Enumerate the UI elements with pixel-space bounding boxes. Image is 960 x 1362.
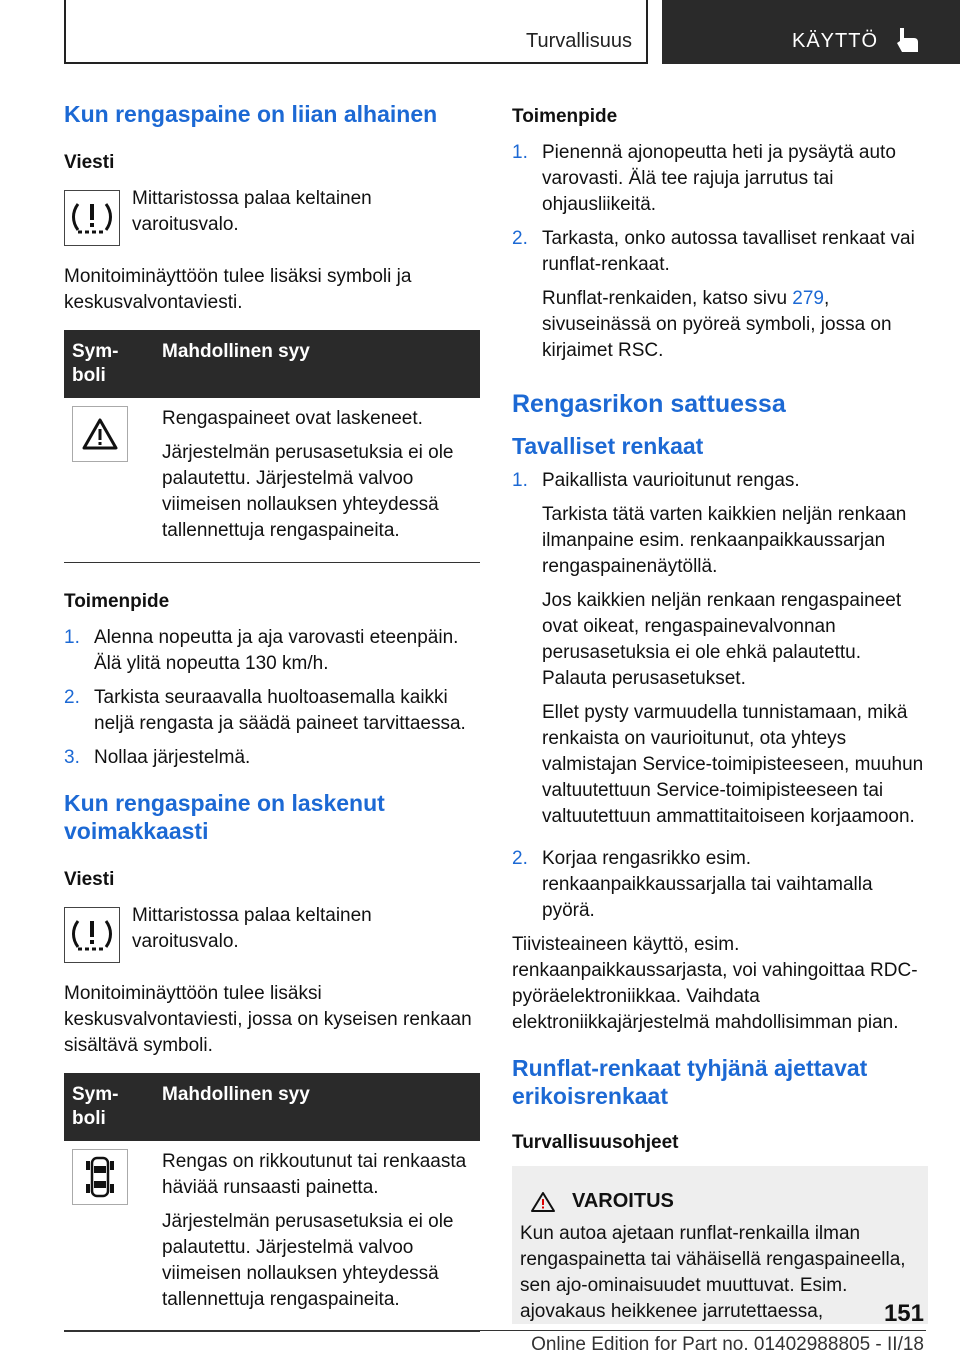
warning-header: [530, 1190, 920, 1213]
message-label: Viesti: [64, 869, 115, 890]
step-detail: Tarkista tätä varten kaikkien neljän renkaan ilmanpaine esim. renkaanpaikkaussarjan rengaspainenäytöllä.: [542, 504, 907, 577]
step-number: 1.: [512, 142, 528, 163]
step-text: Tarkasta, onko autossa tavalliset renkaat vai runflat-renkaat.: [542, 228, 915, 275]
step-number: 1.: [512, 470, 528, 491]
table-cell-cause: [154, 398, 480, 563]
list-item: [512, 468, 928, 838]
footer-divider: [64, 1330, 926, 1331]
right-column: [512, 104, 928, 1324]
message-row: [64, 903, 480, 963]
sealant-note: Tiivisteaineen käyttö, esim. renkaanpaikkaussarjasta, voi vahingoittaa RDC-pyöräelektroniikkaa. Vaihdata elektroniikkajärjestelmä mahdollisimman pian.: [512, 934, 918, 1033]
list-item: [64, 745, 480, 771]
step-detail: Ellet pysty varmuudella tunnistamaan, mikä renkaista on vaurioitunut, ota yhteys valmistajan Service-toimipisteeseen, muuhun valtuutettuun Service-toimipisteeseen tai valtuutettuun ammattitaitoiseen korjaamoon.: [542, 702, 924, 827]
tire-pressure-warning-icon: [64, 907, 120, 963]
runflat-note-post: , sivuseinässä on pyöreä symboli, jossa on kirjaimet RSC.: [542, 288, 892, 361]
runflat-note: [542, 286, 928, 364]
message-note: Monitoiminäyttöön tulee lisäksi symboli ja keskusvalvontaviesti.: [64, 266, 412, 313]
section-title-runflat: Runflat-renkaat tyhjänä ajettavat erikoisrenkaat: [512, 1055, 868, 1109]
left-column: [64, 100, 480, 1332]
message-text: Mittaristossa palaa keltainen varoitusvalo.: [132, 905, 372, 952]
warning-triangle-icon: [530, 1191, 556, 1213]
message-label: Viesti: [64, 152, 115, 173]
table-header-cause: Mahdollinen syy: [154, 1073, 480, 1141]
step-number: 2.: [64, 687, 80, 708]
symbol-table-1: [64, 330, 480, 563]
table-row: [64, 398, 480, 563]
step-number: 2.: [512, 848, 528, 869]
header-section-title: Turvallisuus: [526, 30, 632, 52]
tire-pressure-warning-icon: [64, 190, 120, 246]
list-item: [512, 140, 928, 218]
step-text: Alenna nopeutta ja aja varovasti eteenpäin. Älä ylitä nopeutta 130 km/h.: [94, 627, 459, 674]
edition-text: Online Edition for Part no. 01402988805 - II/18: [531, 1334, 924, 1355]
action-label: Toimenpide: [64, 591, 170, 612]
step-text: Paikallista vaurioitunut rengas.: [542, 470, 800, 491]
warning-text: Kun autoa ajetaan runflat-renkailla ilman rengaspainetta tai vähäisellä rengaspaineella, sen ajo-ominaisuudet muuttuvat. Esim. ajovakaus heikkenee jarrutettaessa,: [520, 1223, 906, 1322]
step-text: Pienennä ajonopeutta heti ja pysäytä auto varovasti. Älä tee rajuja jarrutus tai ohjausliikeitä.: [542, 142, 896, 215]
cause-text-2: Järjestelmän perusasetuksia ei ole palautettu. Järjestelmä valvoo viimeisen nollauksen yhteydessä tallennettuja rengaspaineita.: [162, 442, 454, 541]
page-number: 151: [883, 1300, 924, 1327]
warning-box: [512, 1166, 928, 1324]
table-header-row: [64, 330, 480, 398]
step-number: 1.: [64, 627, 80, 648]
step-text: Tarkista seuraavalla huoltoasemalla kaikki neljä rengasta ja säädä paineet tarvittaessa.: [94, 687, 466, 734]
table-row: [64, 1141, 480, 1332]
cause-text-2: Järjestelmän perusasetuksia ei ole palautettu. Järjestelmä valvoo viimeisen nollauksen yhteydessä tallennettuja rengaspaineita.: [162, 1211, 454, 1310]
message-note: Monitoiminäyttöön tulee lisäksi keskusvalvontaviesti, jossa on kyseisen renkaan sisältävä symboli.: [64, 983, 472, 1056]
cause-text-1: Rengaspaineet ovat laskeneet.: [162, 408, 423, 429]
table-header-symbol: Sym-boli: [64, 1073, 154, 1141]
step-number: 3.: [64, 747, 80, 768]
section-title-strong-drop: Kun rengaspaine on laskenut voimakkaasti: [64, 790, 385, 844]
message-row: [64, 186, 480, 246]
page-reference-link[interactable]: 279: [792, 288, 824, 309]
step-number: 2.: [512, 228, 528, 249]
action-steps-right: [512, 140, 928, 372]
runflat-note-pre: Runflat-renkaiden, katso sivu: [542, 288, 788, 309]
action-steps-1: [64, 625, 480, 771]
subsection-title-normal-tires: Tavalliset renkaat: [512, 433, 704, 459]
table-header-row: [64, 1073, 480, 1141]
table-cell-cause: [154, 1141, 480, 1332]
hand-pointer-icon: [894, 26, 920, 54]
warning-triangle-icon: [72, 406, 128, 462]
header-chapter-box: [662, 0, 960, 64]
list-item: [512, 226, 928, 372]
step-text: Nollaa järjestelmä.: [94, 747, 251, 768]
safety-label: Turvallisuusohjeet: [512, 1132, 679, 1153]
car-tire-icon: [72, 1149, 128, 1205]
warning-title: VAROITUS: [572, 1190, 674, 1212]
step-body: [542, 468, 928, 838]
symbol-table-2: [64, 1073, 480, 1332]
action-label: Toimenpide: [512, 106, 618, 127]
table-header-cause: Mahdollinen syy: [154, 330, 480, 398]
table-cell-symbol: [64, 398, 154, 563]
list-item: [64, 685, 480, 737]
puncture-steps: [512, 468, 928, 924]
header-chapter-title: KÄYTTÖ: [792, 30, 879, 52]
section-title-low-pressure: Kun rengaspaine on liian alhainen: [64, 101, 438, 127]
cause-text-1: Rengas on rikkoutunut tai renkaasta häviää runsaasti painetta.: [162, 1151, 467, 1198]
step-text: Korjaa rengasrikko esim. renkaanpaikkaussarjalla tai vaihtamalla pyörä.: [542, 848, 873, 921]
list-item: [512, 846, 928, 924]
table-header-symbol: Sym-boli: [64, 330, 154, 398]
section-title-puncture: Rengasrikon sattuessa: [512, 390, 786, 418]
step-detail: Jos kaikkien neljän renkaan rengaspaineet ovat oikeat, rengaspainevalvonnan perusasetuksia ei ole ehkä palautettu. Palauta perusasetukset.: [542, 590, 902, 689]
header-section-box: [64, 0, 648, 64]
table-cell-symbol: [64, 1141, 154, 1332]
step-body: [542, 226, 928, 372]
message-text: Mittaristossa palaa keltainen varoitusvalo.: [132, 188, 372, 235]
list-item: [64, 625, 480, 677]
